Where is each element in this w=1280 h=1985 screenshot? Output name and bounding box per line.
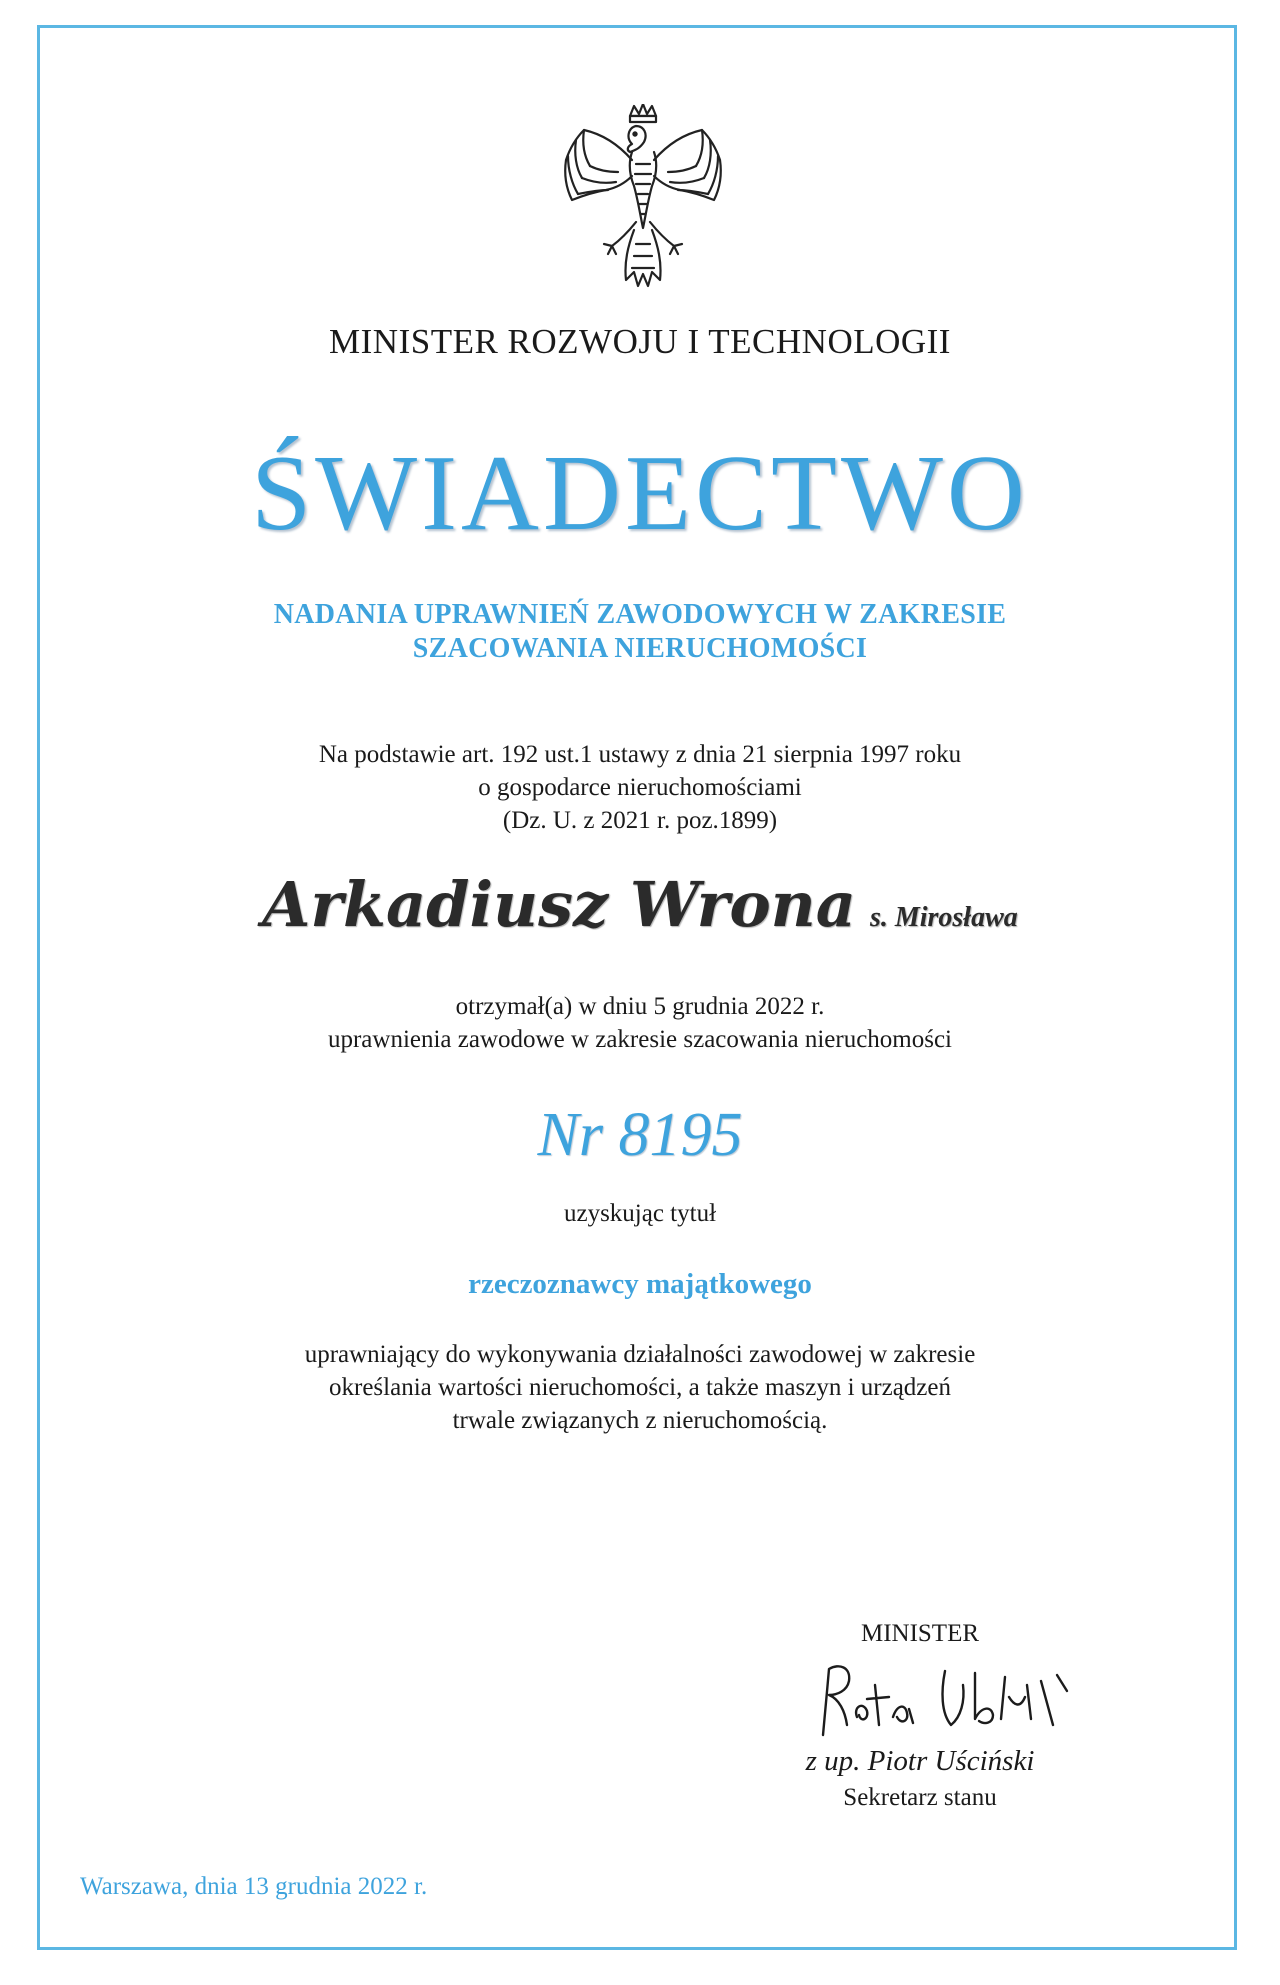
holder-name: Arkadiusz Wrona xyxy=(262,868,856,941)
received-line: uprawnienia zawodowe w zakresie szacowania nieruchomości xyxy=(327,1026,953,1053)
handwritten-signature xyxy=(805,1655,1105,1745)
signatory-office: MINISTER xyxy=(860,1620,980,1647)
holder-name-line xyxy=(0,868,1280,941)
issuer-heading: MINISTER ROZWOJU I TECHNOLOGII xyxy=(329,322,951,361)
signatory-role: Sekretarz stanu xyxy=(843,1784,997,1811)
subtitle-line: SZACOWANIA NIERUCHOMOŚCI xyxy=(412,633,868,664)
legal-basis-line: o gospodarce nieruchomościami xyxy=(478,774,802,801)
license-number: Nr 8195 xyxy=(537,1101,743,1169)
received-statement xyxy=(0,990,1280,1056)
signatory-authority: z up. Piotr Uściński xyxy=(805,1745,1035,1777)
certificate-title: ŚWIADECTWO xyxy=(251,434,1029,553)
scope-line: trwale związanych z nieruchomością. xyxy=(452,1407,828,1434)
professional-title: rzeczoznawcy majątkowego xyxy=(468,1268,812,1300)
certificate-subtitle xyxy=(0,598,1280,666)
place-and-date: Warszawa, dnia 13 grudnia 2022 r. xyxy=(80,1873,428,1900)
legal-basis xyxy=(0,738,1280,837)
polish-eagle-emblem-icon xyxy=(548,104,738,304)
subtitle-line: NADANIA UPRAWNIEŃ ZAWODOWYCH W ZAKRESIE xyxy=(273,599,1007,630)
holder-patronymic: s. Mirosława xyxy=(869,902,1018,933)
legal-basis-line: Na podstawie art. 192 ust.1 ustawy z dnia 21 sierpnia 1997 roku xyxy=(318,741,962,768)
acquiring-label: uzyskując tytuł xyxy=(563,1200,717,1227)
legal-basis-line: (Dz. U. z 2021 r. poz.1899) xyxy=(502,807,778,834)
scope-statement xyxy=(0,1338,1280,1437)
scope-line: uprawniający do wykonywania działalności zawodowej w zakresie xyxy=(304,1341,976,1368)
scope-line: określania wartości nieruchomości, a także maszyn i urządzeń xyxy=(329,1374,951,1401)
received-line: otrzymał(a) w dniu 5 grudnia 2022 r. xyxy=(455,993,825,1020)
